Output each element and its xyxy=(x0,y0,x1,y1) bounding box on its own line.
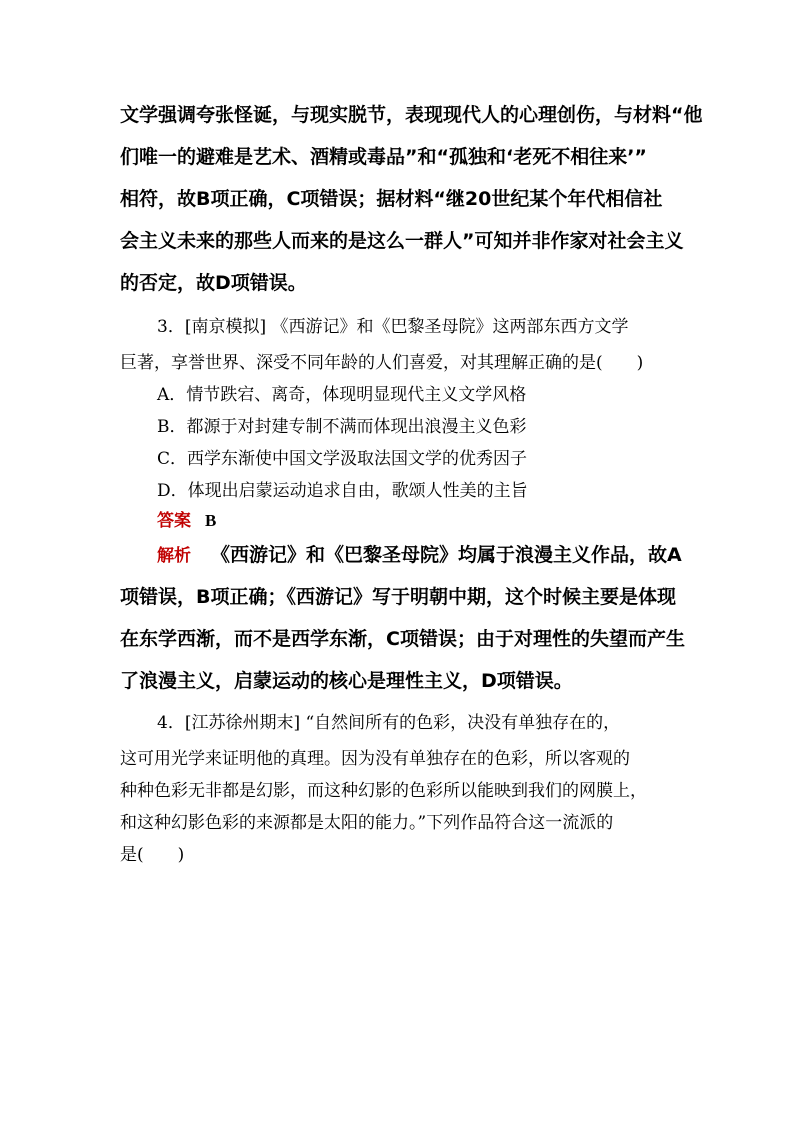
option-b: B．都源于对封建专制不满而体现出浪漫主义色彩 xyxy=(157,417,527,437)
option-d: D．体现出启蒙运动追求自由，歌颂人性美的主旨 xyxy=(157,481,528,501)
analysis-label: 解析 xyxy=(157,546,191,566)
question-stem: 4．[江苏徐州期末] “自然间所有的色彩，决没有单独存在的， xyxy=(157,713,621,733)
analysis-line: 们唯一的避难是艺术、酒精或毒品”和“孤独和‘老死不相往来’” xyxy=(120,146,647,168)
question-stem: 种种色彩无非都是幻影，而这种幻影的色彩所以能映到我们的网膜上， xyxy=(120,781,647,801)
analysis-line: 相符，故B项正确，C项错误；据材料“继20世纪某个年代相信社 xyxy=(120,188,663,210)
analysis-line: 了浪漫主义，启蒙运动的核心是理性主义，D项错误。 xyxy=(120,670,573,692)
analysis-line: 项错误，B项正确；《西游记》写于明朝中期，这个时候主要是体现 xyxy=(120,586,676,608)
answer-value: B xyxy=(205,511,217,530)
question-stem: 这可用光学来证明他的真理。因为没有单独存在的色彩，所以客观的 xyxy=(120,749,630,769)
analysis-line: 《西游记》和《巴黎圣母院》均属于浪漫主义作品，故A xyxy=(211,544,682,566)
analysis-line: 在东学西渐，而不是西学东渐，C项错误；由于对理性的失望而产生 xyxy=(120,628,685,650)
analysis-row xyxy=(157,540,682,567)
question-stem: 3．[南京模拟] 《西游记》和《巴黎圣母院》这两部东西方文学 xyxy=(157,317,629,337)
question-stem: 和这种幻影色彩的来源都是太阳的能力。”下列作品符合这一流派的 xyxy=(120,813,614,833)
answer-row xyxy=(157,506,216,531)
analysis-line: 的否定，故D项错误。 xyxy=(120,272,307,294)
question-stem: 是( ) xyxy=(120,845,185,865)
option-a: A．情节跌宕、离奇，体现明显现代主义文学风格 xyxy=(157,385,527,405)
question-stem: 巨著，享誉世界、深受不同年龄的人们喜爱，对其理解正确的是( ) xyxy=(120,353,644,373)
answer-label: 答案 xyxy=(157,511,191,531)
analysis-line: 文学强调夸张怪诞，与现实脱节，表现现代人的心理创伤，与材料“他 xyxy=(120,104,703,126)
option-c: C．西学东渐使中国文学汲取法国文学的优秀因子 xyxy=(157,449,528,469)
analysis-line: 会主义未来的那些人而来的是这么一群人”可知并非作家对社会主义 xyxy=(120,230,684,252)
